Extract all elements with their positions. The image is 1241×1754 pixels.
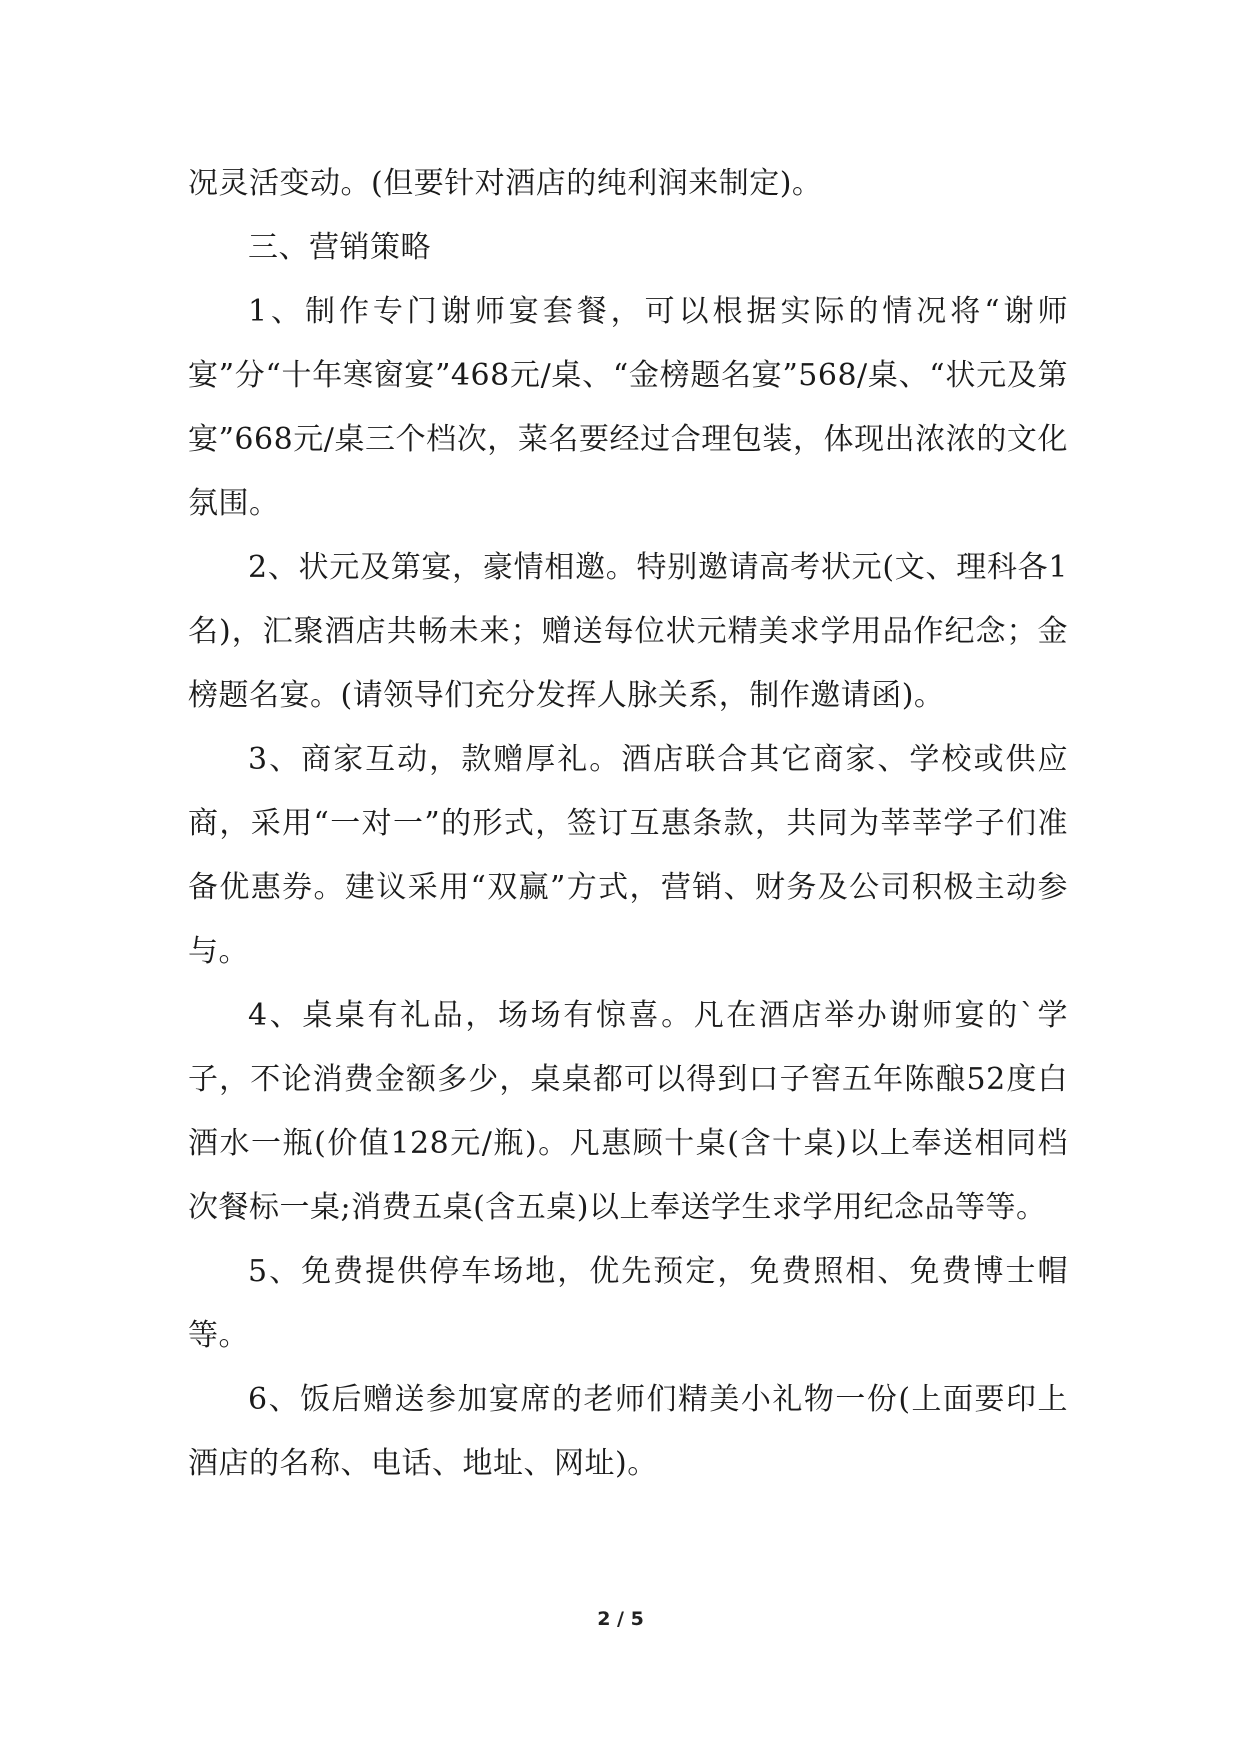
paragraph-item-3: 3、商家互动，款赠厚礼。酒店联合其它商家、学校或供应商，采用“一对一”的形式，签订互惠条款，共同为莘莘学子们准备优惠券。建议采用“双赢”方式，营销、财务及公司积极主动参与。: [188, 742, 1068, 969]
paragraph-item-1: 1、制作专门谢师宴套餐，可以根据实际的情况将“谢师宴”分“十年寒窗宴”468元/桌、“金榜题名宴”568/桌、“状元及第宴”668元/桌三个档次，菜名要经过合理包装，体现出浓浓的文化氛围。: [188, 294, 1068, 521]
paragraph-item-2: 2、状元及第宴，豪情相邀。特别邀请高考状元(文、理科各1名)，汇聚酒店共畅未来；赠送每位状元精美求学用品作纪念；金榜题名宴。(请领导们充分发挥人脉关系，制作邀请函)。: [188, 550, 1068, 713]
paragraph-item-5: 5、免费提供停车场地，优先预定，免费照相、免费博士帽等。: [188, 1254, 1068, 1353]
page-number: 2 / 5: [597, 1608, 644, 1630]
document-body: [188, 152, 1068, 1496]
paragraph-continuation: 况灵活变动。(但要针对酒店的纯利润来制定)。: [188, 166, 823, 201]
paragraph-item-6: 6、饭后赠送参加宴席的老师们精美小礼物一份(上面要印上酒店的名称、电话、地址、网址)。: [188, 1382, 1068, 1481]
section-heading: 三、营销策略: [248, 230, 431, 265]
paragraph-item-4: 4、桌桌有礼品，场场有惊喜。凡在酒店举办谢师宴的`学子，不论消费金额多少，桌桌都可以得到口子窖五年陈酿52度白酒水一瓶(价值128元/瓶)。凡惠顾十桌(含十桌)以上奉送相同档次餐标一桌;消费五桌(含五桌)以上奉送学生求学用纪念品等等。: [188, 998, 1068, 1225]
